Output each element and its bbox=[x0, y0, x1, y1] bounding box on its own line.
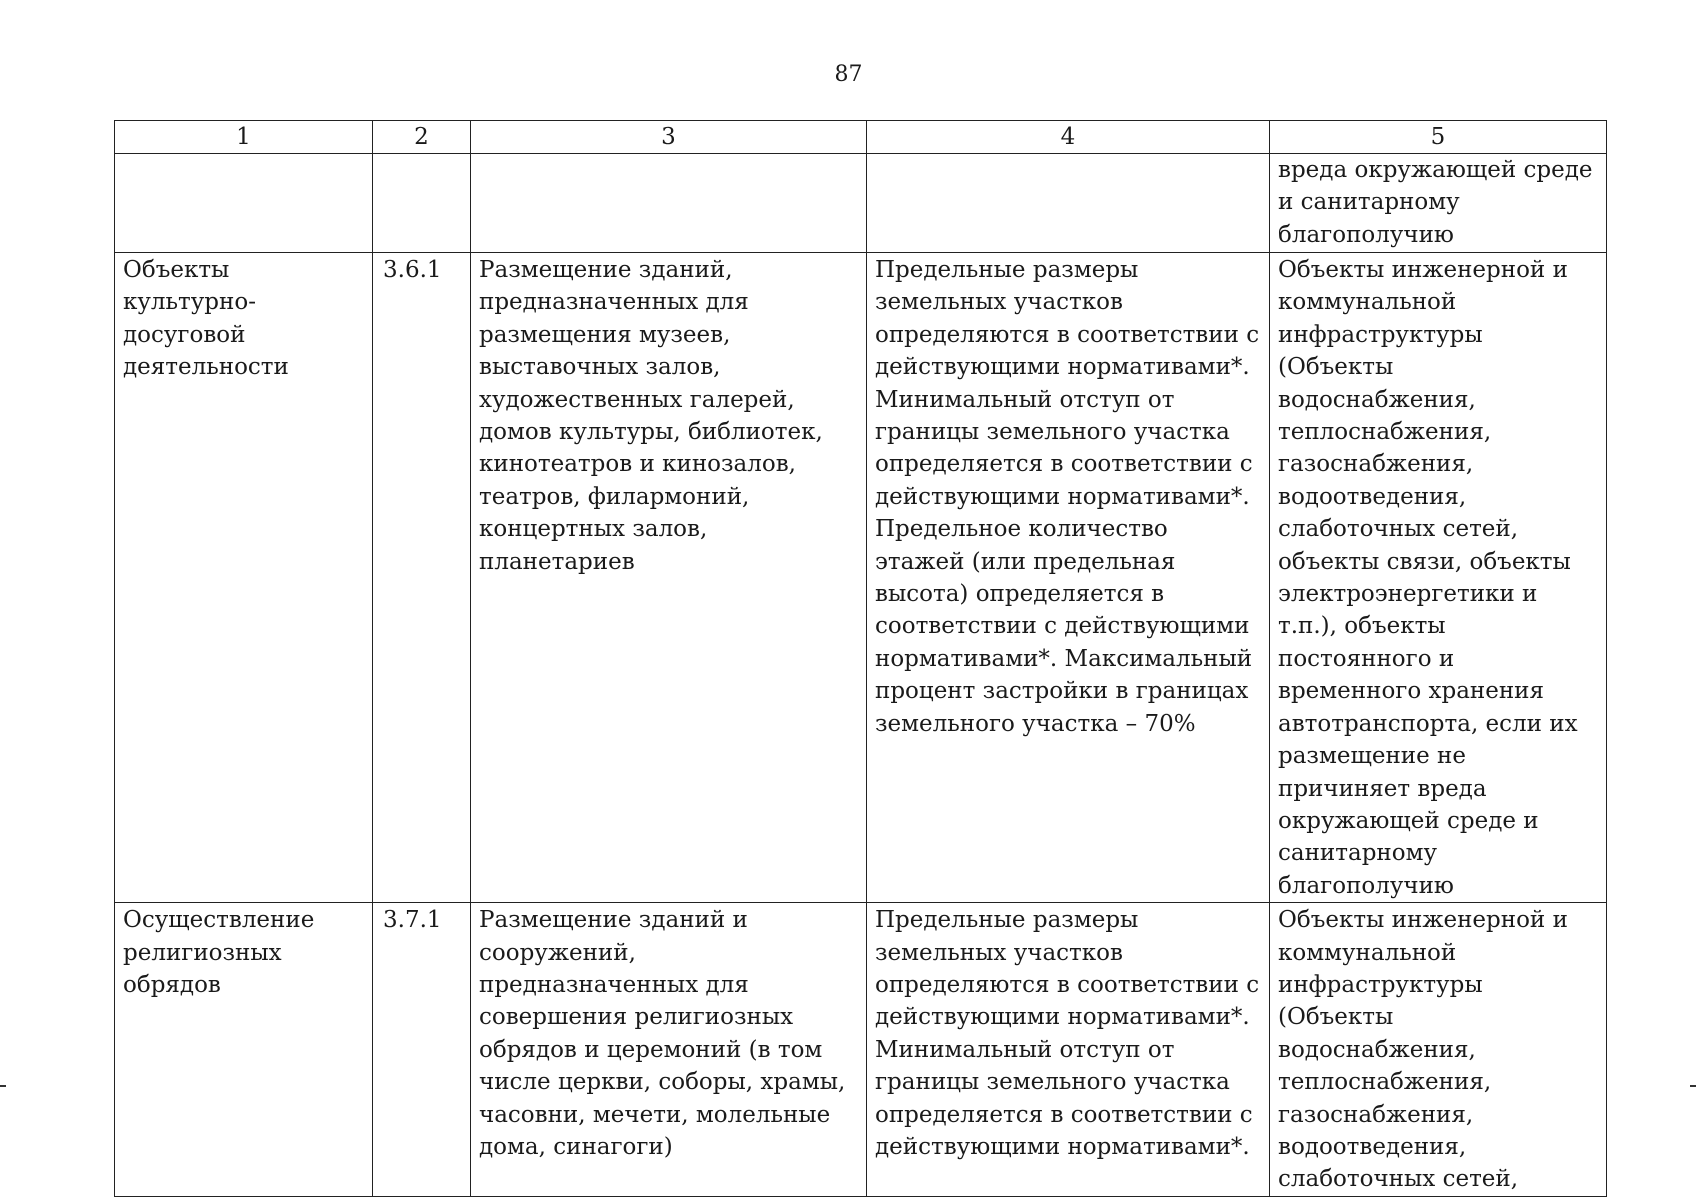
zoning-table bbox=[114, 120, 1607, 1197]
table-row bbox=[115, 903, 1607, 1197]
column-header: 3 bbox=[471, 121, 867, 154]
use-code-cell: 3.7.1 bbox=[373, 903, 471, 1197]
use-name-cell: Осуществление религиозных обрядов bbox=[115, 903, 373, 1197]
scan-margin-mark bbox=[0, 1085, 6, 1087]
auxiliary-uses-cell: вреда окружающей среде и санитарному благополучию bbox=[1270, 154, 1607, 253]
use-name-cell: Объекты культурно-досуговой деятельности bbox=[115, 253, 373, 903]
column-header: 2 bbox=[373, 121, 471, 154]
use-description-cell: Размещение зданий и сооружений, предназначенных для совершения религиозных обрядов и церемоний (в том числе церкви, соборы, храмы, часовни, мечети, молельные дома, синагоги) bbox=[471, 903, 867, 1197]
table-row bbox=[115, 253, 1607, 903]
parameters-cell: Предельные размеры земельных участков определяются в соответствии с действующими нормативами*. Минимальный отступ от границы земельного участка определяется в соответствии с действующими нормативами*. Предельное количество этажей (или предельная высота) определяется в соответствии с действующими нормативами*. Максимальный процент застройки в границах земельного участка – 70% bbox=[867, 253, 1270, 903]
auxiliary-uses-cell: Объекты инженерной и коммунальной инфраструктуры (Объекты водоснабжения, теплоснабжения, газоснабжения, водоотведения, слаботочных сетей, объекты связи, объекты электроэнергетики и т.п.), объекты постоянного и временного хранения автотранспорта, если их размещение не причиняет вреда окружающей среде и санитарному благополучию bbox=[1270, 253, 1607, 903]
parameters-cell bbox=[867, 154, 1270, 253]
parameters-cell: Предельные размеры земельных участков определяются в соответствии с действующими нормативами*. Минимальный отступ от границы земельного участка определяется в соответствии с действующими нормативами*. bbox=[867, 903, 1270, 1197]
use-name-cell bbox=[115, 154, 373, 253]
scan-margin-mark bbox=[1690, 1085, 1696, 1087]
page-number: 87 bbox=[834, 62, 863, 87]
use-description-cell: Размещение зданий, предназначенных для размещения музеев, выставочных залов, художественных галерей, домов культуры, библиотек, кинотеатров и кинозалов, театров, филармоний, концертных залов, планетариев bbox=[471, 253, 867, 903]
column-header: 4 bbox=[867, 121, 1270, 154]
column-header: 5 bbox=[1270, 121, 1607, 154]
use-code-cell: 3.6.1 bbox=[373, 253, 471, 903]
column-number-row bbox=[115, 121, 1607, 154]
column-header: 1 bbox=[115, 121, 373, 154]
auxiliary-uses-cell: Объекты инженерной и коммунальной инфраструктуры (Объекты водоснабжения, теплоснабжения, газоснабжения, водоотведения, слаботочных сетей, bbox=[1270, 903, 1607, 1197]
use-description-cell bbox=[471, 154, 867, 253]
use-code-cell bbox=[373, 154, 471, 253]
table-row bbox=[115, 154, 1607, 253]
